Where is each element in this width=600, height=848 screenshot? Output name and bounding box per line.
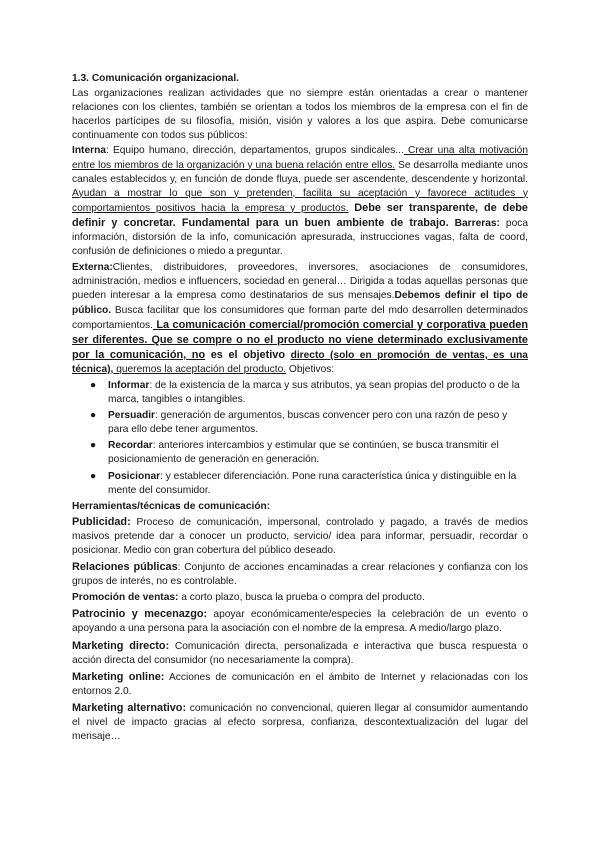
tool-label: Marketing alternativo:	[72, 701, 187, 714]
objective-text: : generación de argumentos, buscas convencer pero con una razón de peso y para ello debe tener argumentos.	[108, 410, 508, 436]
list-item	[72, 379, 528, 407]
tool-paragraph	[72, 607, 528, 636]
list-item	[72, 409, 528, 437]
objective-text: : anteriores intercambios y estimular que se continúen, se busca transmitir el posicionamiento de generación en generación.	[108, 440, 499, 466]
tool-label: Publicidad:	[72, 515, 131, 528]
document-page	[72, 72, 528, 746]
interna-text-2: Se desarrolla mediante unos canales establecidos y, en función de donde fluya, puede ser ascendente, descendente y horizontal.	[72, 159, 528, 185]
objective-label: Informar	[108, 379, 150, 391]
tool-text: Proceso de comunicación, impersonal, controlado y pagado, a través de medios masivos pretende dar a conocer un producto, servicio/ idea para informar, persuadir, recordar o posicionar. Medio con gran cobertura del público deseado.	[72, 516, 528, 556]
objective-label: Posicionar	[108, 470, 161, 482]
externa-label: Externa:	[72, 262, 113, 274]
externa-bold-1: Debemos definir el tipo de público.	[72, 290, 529, 316]
tool-label: Patrocinio y mecenazgo:	[72, 608, 208, 621]
tool-paragraph	[72, 591, 528, 605]
objectives-list	[72, 379, 528, 498]
tools-heading: Herramientas/técnicas de comunicación:	[72, 500, 271, 512]
interna-label: Interna	[72, 145, 106, 157]
section-title: 1.3. Comunicación organizacional.	[72, 73, 239, 84]
tool-paragraph	[72, 670, 528, 699]
tool-text: Acciones de comunicación en el ámbito de Internet y relacionadas con los entornos 2.0.	[72, 671, 528, 697]
tool-text: a corto plazo, busca la prueba o compra del producto.	[178, 592, 425, 604]
externa-text-3: Objetivos:	[286, 363, 335, 375]
tool-label: Relaciones públicas	[72, 561, 178, 574]
externa-bold-2: es el objetivo	[205, 348, 291, 361]
tool-text: comunicación no convencional, quieren llegar al consumidor aumentando el nivel de impacto gracias al efecto sorpresa, confianza, descontextualización del lugar del mensaje…	[72, 702, 528, 743]
interna-underline-2: Ayudan a mostrar lo que son y pretenden, facilita su aceptación y favorece actitudes y comportamientos positivos hacia la empresa y productos.	[72, 187, 528, 214]
externa-bold-underline-1: La comunicación comercial/promoción comercial y corporativa pueden ser diferentes. Que se compre o no el producto no viene determinado exclusivamente por la comunicación,	[72, 318, 528, 361]
tool-paragraph	[72, 515, 528, 558]
interna-barreras-label: Barreras:	[448, 217, 500, 229]
interna-underline-1: Crear una alta motivación entre los miembros de la organización y una buena relación entre ellos.	[72, 145, 528, 171]
bullet-icon: ●	[90, 440, 97, 452]
tool-label: Marketing directo:	[72, 639, 170, 652]
objective-label: Persuadir	[108, 410, 155, 422]
interna-paragraph	[72, 144, 528, 259]
tool-text: : Conjunto de acciones encaminadas a crear relaciones y confianza con los grupos de interés, no es controlable.	[72, 562, 528, 588]
objective-label: Recordar	[108, 440, 153, 452]
intro-paragraph: Las organizaciones realizan actividades que no siempre están orientadas a crear o mantener relaciones con los clientes, también se orientan a todos los miembros de la empresa con el fin de hacerlos partícipes de su filosofía, misión, visión y valores a los que aspira. Debe comunicarse continuamente con todos sus públicos:	[72, 88, 528, 142]
externa-bold-underline-2: no	[186, 348, 206, 361]
tool-label: Promoción de ventas:	[72, 592, 179, 604]
interna-text-1: : Equipo humano, dirección, departamentos, grupos sindicales...	[105, 145, 404, 157]
tool-text: apoyar económicamente/especies la celebración de un evento o apoyando a una persona para la asociación con el nombre de la empresa. A medio/largo plazo.	[72, 609, 528, 635]
tool-paragraph	[72, 560, 528, 589]
objective-text: : y establecer diferenciación. Pone runa característica única y distinguible en la mente del consumidor.	[108, 470, 517, 496]
interna-text-3: poca información, distorsión de la info, comunicación apresurada, instrucciones vagas, falta de coord, confusión de definiciones o miedo a preguntar.	[72, 217, 528, 258]
externa-bold-3: ,	[110, 363, 114, 375]
tool-text: Comunicación directa, personalizada e interactiva que busca respuesta o acción directa del consumidor (no necesariamente la compra).	[72, 640, 528, 666]
externa-bold-underline-3: directo (solo en promoción de ventas, es una técnica)	[72, 349, 528, 375]
bullet-icon: ●	[90, 379, 97, 391]
list-item	[72, 439, 528, 467]
objective-text: : de la existencia de la marca y sus atributos, ya sean propias del producto o de la marca, tangibles o intangibles.	[108, 379, 520, 406]
tool-paragraph	[72, 701, 528, 744]
externa-text-1: Clientes, distribuidores, proveedores, inversores, asociaciones de consumidores, administración, medios e influencers, sociedad en general… Dirigida a todas aquellas personas que pueden interesar a la empresa como destinatarios de sus mensajes.	[72, 262, 528, 302]
bullet-icon: ●	[90, 470, 97, 482]
externa-text-2: Busca facilitar que los consumidores que forman parte del mdo desarrollen determinados comportamientos.	[72, 304, 528, 331]
list-item	[72, 470, 528, 498]
tool-paragraph	[72, 639, 528, 668]
interna-bold-1: Debe ser transparente, de debe definir y concretar. Fundamental para un buen ambiente de trabajo.	[72, 201, 528, 229]
externa-underline-1: queremos la aceptación del producto.	[113, 363, 287, 375]
tool-label: Marketing online:	[72, 670, 165, 683]
bullet-icon: ●	[90, 410, 97, 422]
externa-paragraph	[72, 261, 528, 377]
